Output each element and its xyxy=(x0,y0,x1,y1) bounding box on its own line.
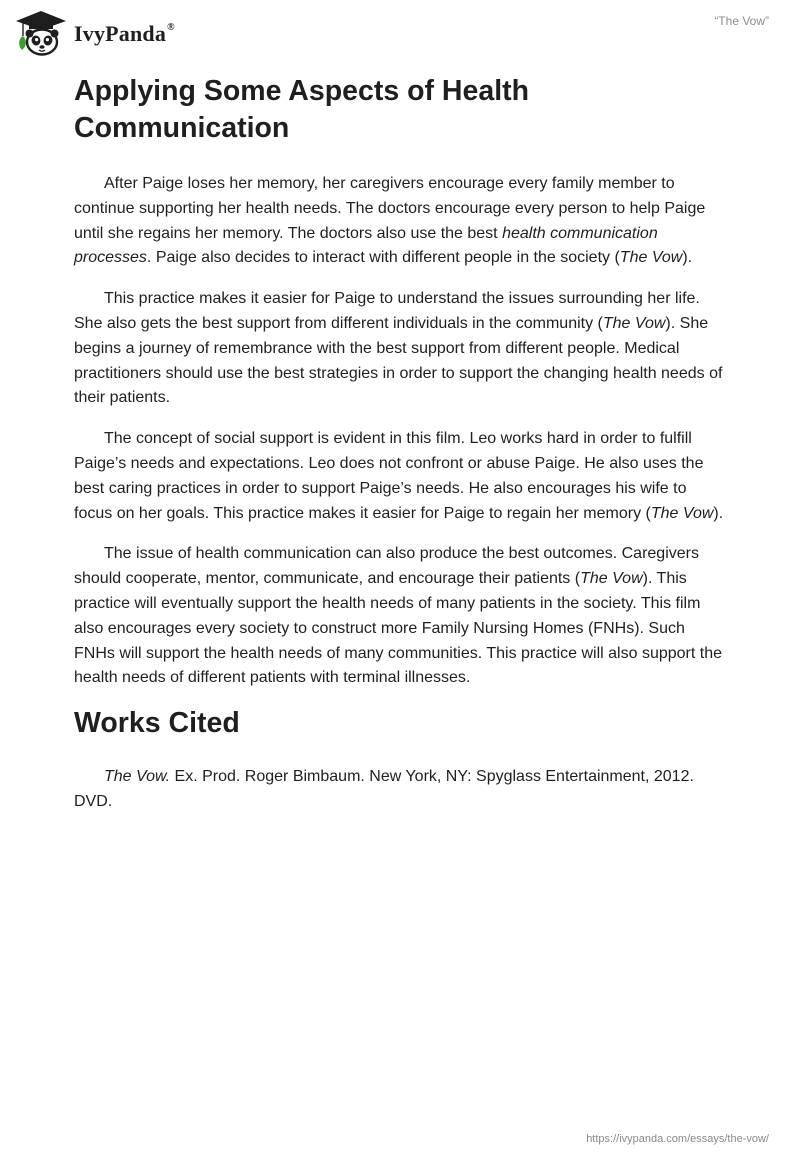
section-heading: Applying Some Aspects of Health Communication xyxy=(74,75,530,144)
ivypanda-logo[interactable] xyxy=(14,9,175,57)
paragraph-1: After Paige loses her memory, her caregivers encourage every family member to continue supporting her health needs. The doctors encourage every person to help Paige until she regains her memory. The doctors also use the best health communication processes. Paige also decides to interact with different people in the society (The Vow). xyxy=(74,175,706,267)
logo-wordmark: IvyPanda® xyxy=(74,21,175,46)
works-cited-heading: Works Cited xyxy=(74,707,240,740)
paragraph-4: The issue of health communication can also produce the best outcomes. Caregivers should cooperate, mentor, communicate, and encourage their patients (The Vow). This practice will eventually support the health needs of many patients in the society. This film also encourages every society to construct more Family Nursing Homes (FNHs). Such FNHs will support the health needs of many communities. This practice will also support the health needs of different patients with terminal illnesses. xyxy=(74,545,722,687)
panda-graduate-icon xyxy=(14,9,68,57)
paragraph-3: The concept of social support is evident in this film. Leo works hard in order to fulfill Paige’s needs and expectations. Leo does not confront or abuse Paige. He also uses the best caring practices in order to support Paige’s needs. He also encourages his wife to focus on her goals. This practice makes it easier for Paige to regain her memory (The Vow). xyxy=(74,430,724,522)
citation-entry: The Vow. Ex. Prod. Roger Bimbaum. New York, NY: Spyglass Entertainment, 2012. DVD. xyxy=(74,768,694,810)
running-title: “The Vow” xyxy=(714,14,769,28)
registered-mark: ® xyxy=(167,21,175,33)
page-header xyxy=(0,0,800,64)
paragraph-2: This practice makes it easier for Paige to understand the issues surrounding her life. She also gets the best support from different individuals in the community (The Vow). She begins a journey of remembrance with the best support from different people. Medical practitioners should use the best strategies in order to support the changing health needs of their patients. xyxy=(74,290,723,407)
page-url[interactable]: https://ivypanda.com/essays/the-vow/ xyxy=(586,1133,769,1145)
section-body xyxy=(74,172,726,691)
essay-content xyxy=(74,71,726,815)
